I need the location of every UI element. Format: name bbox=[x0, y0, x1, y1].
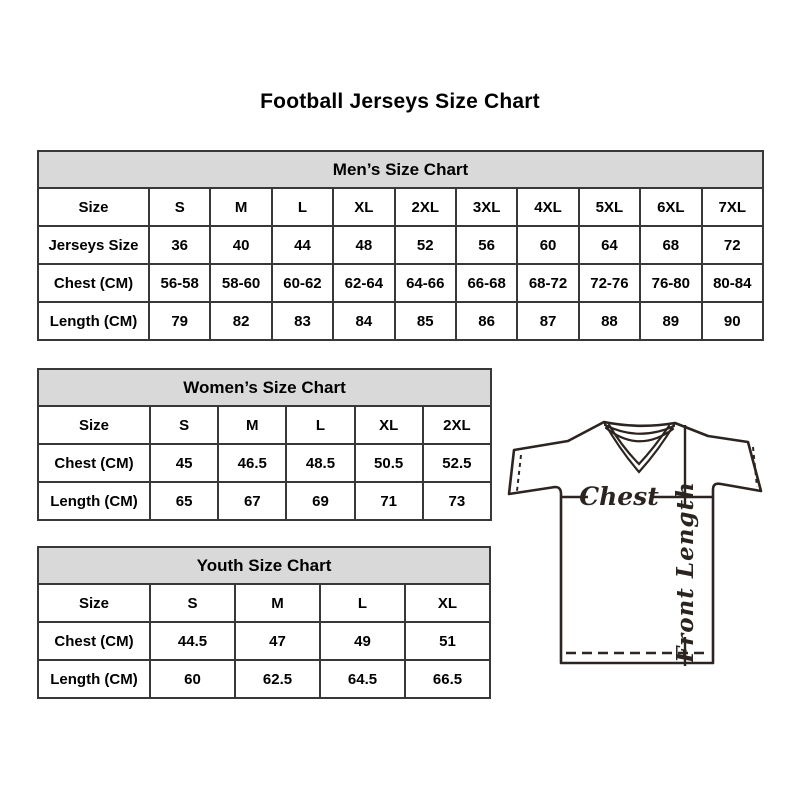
table-cell: 89 bbox=[640, 302, 701, 340]
row-label: Size bbox=[38, 188, 149, 226]
youth-size-table bbox=[37, 546, 491, 699]
table-cell: 62-64 bbox=[333, 264, 394, 302]
table-cell: 67 bbox=[218, 482, 286, 520]
row-label: Size bbox=[38, 584, 150, 622]
table-cell: 82 bbox=[210, 302, 271, 340]
table-cell: L bbox=[272, 188, 333, 226]
row-label: Chest (CM) bbox=[38, 444, 150, 482]
table-row bbox=[38, 188, 763, 226]
womens-size-table bbox=[37, 368, 492, 521]
table-cell: 44.5 bbox=[150, 622, 235, 660]
table-row bbox=[38, 302, 763, 340]
table-cell: 60 bbox=[517, 226, 578, 264]
row-label: Length (CM) bbox=[38, 660, 150, 698]
table-row bbox=[38, 660, 490, 698]
table-cell: 68 bbox=[640, 226, 701, 264]
table-cell: 2XL bbox=[395, 188, 456, 226]
table-cell: 52.5 bbox=[423, 444, 491, 482]
table-row bbox=[38, 226, 763, 264]
table-cell: 72 bbox=[702, 226, 763, 264]
table-cell: 72-76 bbox=[579, 264, 640, 302]
table-cell: 51 bbox=[405, 622, 490, 660]
table-cell: 36 bbox=[149, 226, 210, 264]
table-cell: 90 bbox=[702, 302, 763, 340]
table-cell: 83 bbox=[272, 302, 333, 340]
front-length-label: Front Length bbox=[672, 481, 699, 663]
table-cell: XL bbox=[355, 406, 423, 444]
table-cell: M bbox=[235, 584, 320, 622]
row-label: Length (CM) bbox=[38, 482, 150, 520]
table-cell: 50.5 bbox=[355, 444, 423, 482]
table-cell: 5XL bbox=[579, 188, 640, 226]
table-cell: 64 bbox=[579, 226, 640, 264]
table-cell: 87 bbox=[517, 302, 578, 340]
table-cell: 66-68 bbox=[456, 264, 517, 302]
table-row bbox=[38, 264, 763, 302]
table-cell: 80-84 bbox=[702, 264, 763, 302]
table-cell: M bbox=[210, 188, 271, 226]
jersey-measurement-diagram bbox=[503, 406, 765, 668]
table-cell: 79 bbox=[149, 302, 210, 340]
table-cell: 64-66 bbox=[395, 264, 456, 302]
row-label: Jerseys Size bbox=[38, 226, 149, 264]
table-cell: 86 bbox=[456, 302, 517, 340]
row-label: Size bbox=[38, 406, 150, 444]
table-cell: 48 bbox=[333, 226, 394, 264]
table-cell: 85 bbox=[395, 302, 456, 340]
table-cell: 52 bbox=[395, 226, 456, 264]
table-cell: 69 bbox=[286, 482, 354, 520]
table-cell: L bbox=[286, 406, 354, 444]
table-cell: M bbox=[218, 406, 286, 444]
page-title: Football Jerseys Size Chart bbox=[260, 90, 540, 113]
table-title-row bbox=[38, 547, 490, 584]
table-cell: 40 bbox=[210, 226, 271, 264]
youth-size-table-title: Youth Size Chart bbox=[38, 547, 490, 584]
chest-label: Chest bbox=[579, 482, 659, 511]
row-label: Chest (CM) bbox=[38, 264, 149, 302]
table-cell: 48.5 bbox=[286, 444, 354, 482]
table-cell: 4XL bbox=[517, 188, 578, 226]
table-row bbox=[38, 584, 490, 622]
table-row bbox=[38, 482, 491, 520]
table-row bbox=[38, 622, 490, 660]
table-cell: 3XL bbox=[456, 188, 517, 226]
jersey-outline-shape bbox=[509, 422, 761, 663]
table-cell: 76-80 bbox=[640, 264, 701, 302]
table-cell: S bbox=[149, 188, 210, 226]
row-label: Chest (CM) bbox=[38, 622, 150, 660]
table-cell: 73 bbox=[423, 482, 491, 520]
table-cell: 56-58 bbox=[149, 264, 210, 302]
table-cell: 68-72 bbox=[517, 264, 578, 302]
table-cell: 7XL bbox=[702, 188, 763, 226]
womens-size-table-title: Women’s Size Chart bbox=[38, 369, 491, 406]
table-cell: XL bbox=[333, 188, 394, 226]
table-cell: S bbox=[150, 406, 218, 444]
table-cell: 2XL bbox=[423, 406, 491, 444]
table-cell: 44 bbox=[272, 226, 333, 264]
table-title-row bbox=[38, 151, 763, 188]
table-cell: 84 bbox=[333, 302, 394, 340]
table-row bbox=[38, 444, 491, 482]
table-cell: S bbox=[150, 584, 235, 622]
table-cell: XL bbox=[405, 584, 490, 622]
table-cell: 65 bbox=[150, 482, 218, 520]
table-cell: 46.5 bbox=[218, 444, 286, 482]
row-label: Length (CM) bbox=[38, 302, 149, 340]
table-cell: 60-62 bbox=[272, 264, 333, 302]
table-cell: 6XL bbox=[640, 188, 701, 226]
mens-size-table-title: Men’s Size Chart bbox=[38, 151, 763, 188]
table-cell: 49 bbox=[320, 622, 405, 660]
mens-size-table bbox=[37, 150, 764, 341]
table-cell: 64.5 bbox=[320, 660, 405, 698]
table-row bbox=[38, 406, 491, 444]
table-cell: 45 bbox=[150, 444, 218, 482]
table-cell: 71 bbox=[355, 482, 423, 520]
table-cell: 56 bbox=[456, 226, 517, 264]
table-cell: 58-60 bbox=[210, 264, 271, 302]
table-cell: 88 bbox=[579, 302, 640, 340]
table-title-row bbox=[38, 369, 491, 406]
table-cell: 62.5 bbox=[235, 660, 320, 698]
table-cell: L bbox=[320, 584, 405, 622]
table-cell: 66.5 bbox=[405, 660, 490, 698]
table-cell: 60 bbox=[150, 660, 235, 698]
table-cell: 47 bbox=[235, 622, 320, 660]
